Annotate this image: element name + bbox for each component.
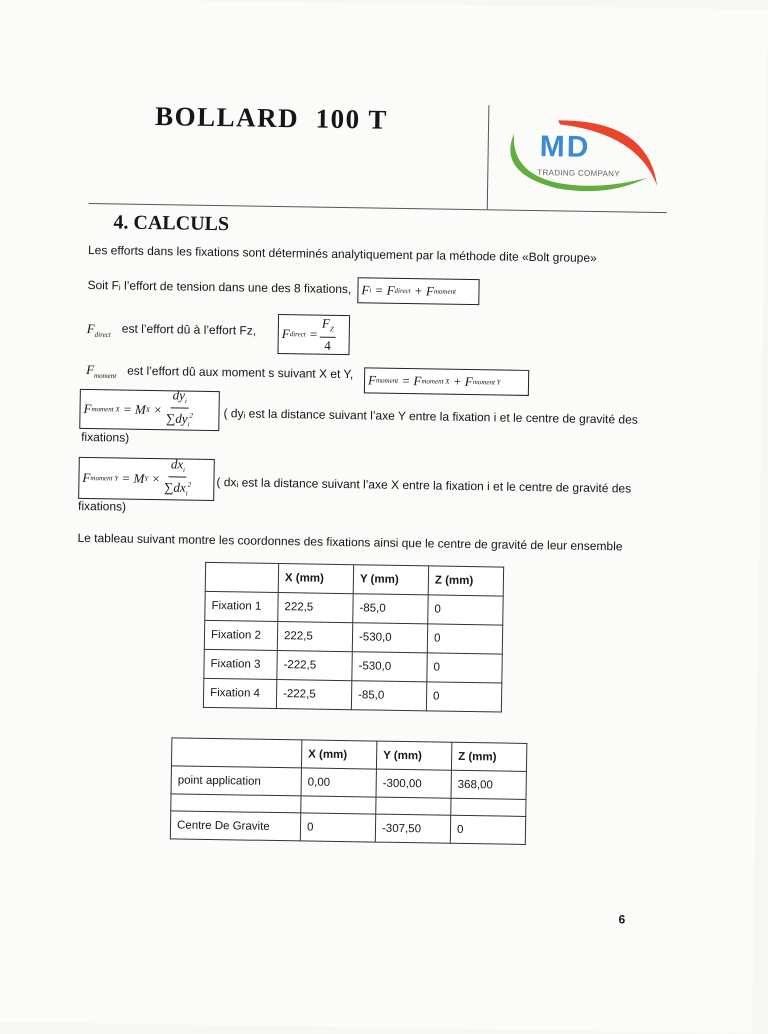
dy-paragraph-cont: fixations) — [81, 429, 130, 445]
table-cell: 0 — [427, 624, 502, 654]
dy-paragraph: ( dyᵢ est la distance suivant l’axe Y entre la fixation i et le centre de gravité des — [223, 406, 638, 427]
logo-md-text: MD — [539, 130, 591, 164]
table-header-cell: X (mm) — [301, 740, 376, 769]
gravity-table — [170, 737, 528, 845]
formula-fmomentx: F moment X = M X × $\frac{dy_i}{\sum dy_i^2}$ — [79, 389, 220, 431]
table-cell: 222,5 — [277, 622, 352, 652]
table-header-cell: Z (mm) — [451, 742, 526, 771]
table-cell: 0 — [428, 595, 503, 625]
page-number: 6 — [618, 912, 626, 927]
table-row — [203, 678, 501, 712]
dx-paragraph: ( dxᵢ est la distance suivant l’axe X entre la fixation i et le centre de gravité des — [216, 475, 632, 496]
table-cell: Centre De Gravite — [170, 811, 300, 841]
table-cell: 0 — [450, 815, 525, 844]
table-cell: -85,0 — [353, 594, 428, 624]
table-cell: -222,5 — [277, 651, 352, 681]
company-logo — [497, 113, 663, 196]
table-cell — [376, 797, 451, 815]
intro-paragraph: Les efforts dans les fixations sont déterminés analytiquement par la méthode dite «Bolt groupe» — [87, 243, 597, 265]
header-vertical-divider — [487, 105, 490, 209]
fdirect-paragraph: est l’effort dû à l’effort Fz, — [121, 321, 257, 338]
fmoment-paragraph: est l’effort dû aux moment s suivant X et Y, — [127, 363, 354, 382]
table-cell — [451, 798, 526, 816]
table-cell: Fixation 4 — [203, 678, 276, 708]
table-header-cell — [205, 562, 278, 592]
table-header-cell: X (mm) — [278, 564, 353, 594]
table-header-cell: Z (mm) — [428, 566, 503, 596]
formula-fi: F i = F direct + F moment — [357, 277, 479, 305]
table-cell: -222,5 — [276, 680, 351, 710]
formula-fdirect: F direct = $\frac{F_Z}{4}$ — [277, 314, 350, 355]
table-cell: 0 — [426, 682, 501, 712]
table-row — [204, 649, 502, 683]
table-header-cell — [171, 738, 301, 768]
table-cell: -307,50 — [375, 814, 450, 843]
table-header-row — [205, 562, 503, 596]
document-title: BOLLARD 100 T — [154, 101, 389, 135]
table-intro-paragraph: Le tableau suivant montre les coordonnes des fixations ainsi que le centre de gravité de leur ensemble — [77, 530, 623, 554]
table-cell: point application — [171, 766, 301, 796]
table-cell: -530,0 — [352, 623, 427, 653]
table-cell: -85,0 — [351, 681, 426, 711]
table-row — [170, 811, 525, 845]
table-cell: Fixation 2 — [204, 620, 277, 650]
table-cell: Fixation 3 — [204, 649, 277, 679]
formula-fmoment: F moment = F moment X + F moment Y — [364, 367, 529, 396]
table-header-cell: Y (mm) — [376, 741, 451, 770]
table-cell: 0,00 — [301, 768, 376, 797]
section-heading: 4. CALCULS — [113, 211, 230, 236]
table-row — [204, 620, 502, 654]
table-cell: -300,00 — [376, 769, 451, 798]
table-cell: 368,00 — [451, 770, 526, 799]
fdirect-symbol: $F_{direct}$ — [86, 320, 111, 339]
dx-paragraph-cont: fixations) — [77, 498, 127, 514]
table-cell: 222,5 — [278, 593, 353, 623]
formula-fmomenty: F moment Y = M Y × $\frac{dx_i}{\sum dx_i^2}$ — [78, 457, 215, 501]
table-row — [205, 591, 503, 625]
logo-subtitle: TRADING COMPANY — [537, 168, 620, 179]
table-cell: Fixation 1 — [205, 591, 278, 621]
soit-paragraph: Soit Fᵢ l’effort de tension dans une des 8 fixations, — [87, 277, 352, 297]
table-cell — [301, 796, 376, 814]
fmoment-symbol: $F_{moment}$ — [86, 361, 117, 381]
table-cell — [171, 794, 301, 813]
table-cell: 0 — [300, 813, 375, 842]
fixations-table — [203, 562, 504, 713]
table-cell: 0 — [427, 653, 502, 683]
table-cell: -530,0 — [352, 652, 427, 682]
table-header-cell: Y (mm) — [353, 565, 428, 595]
